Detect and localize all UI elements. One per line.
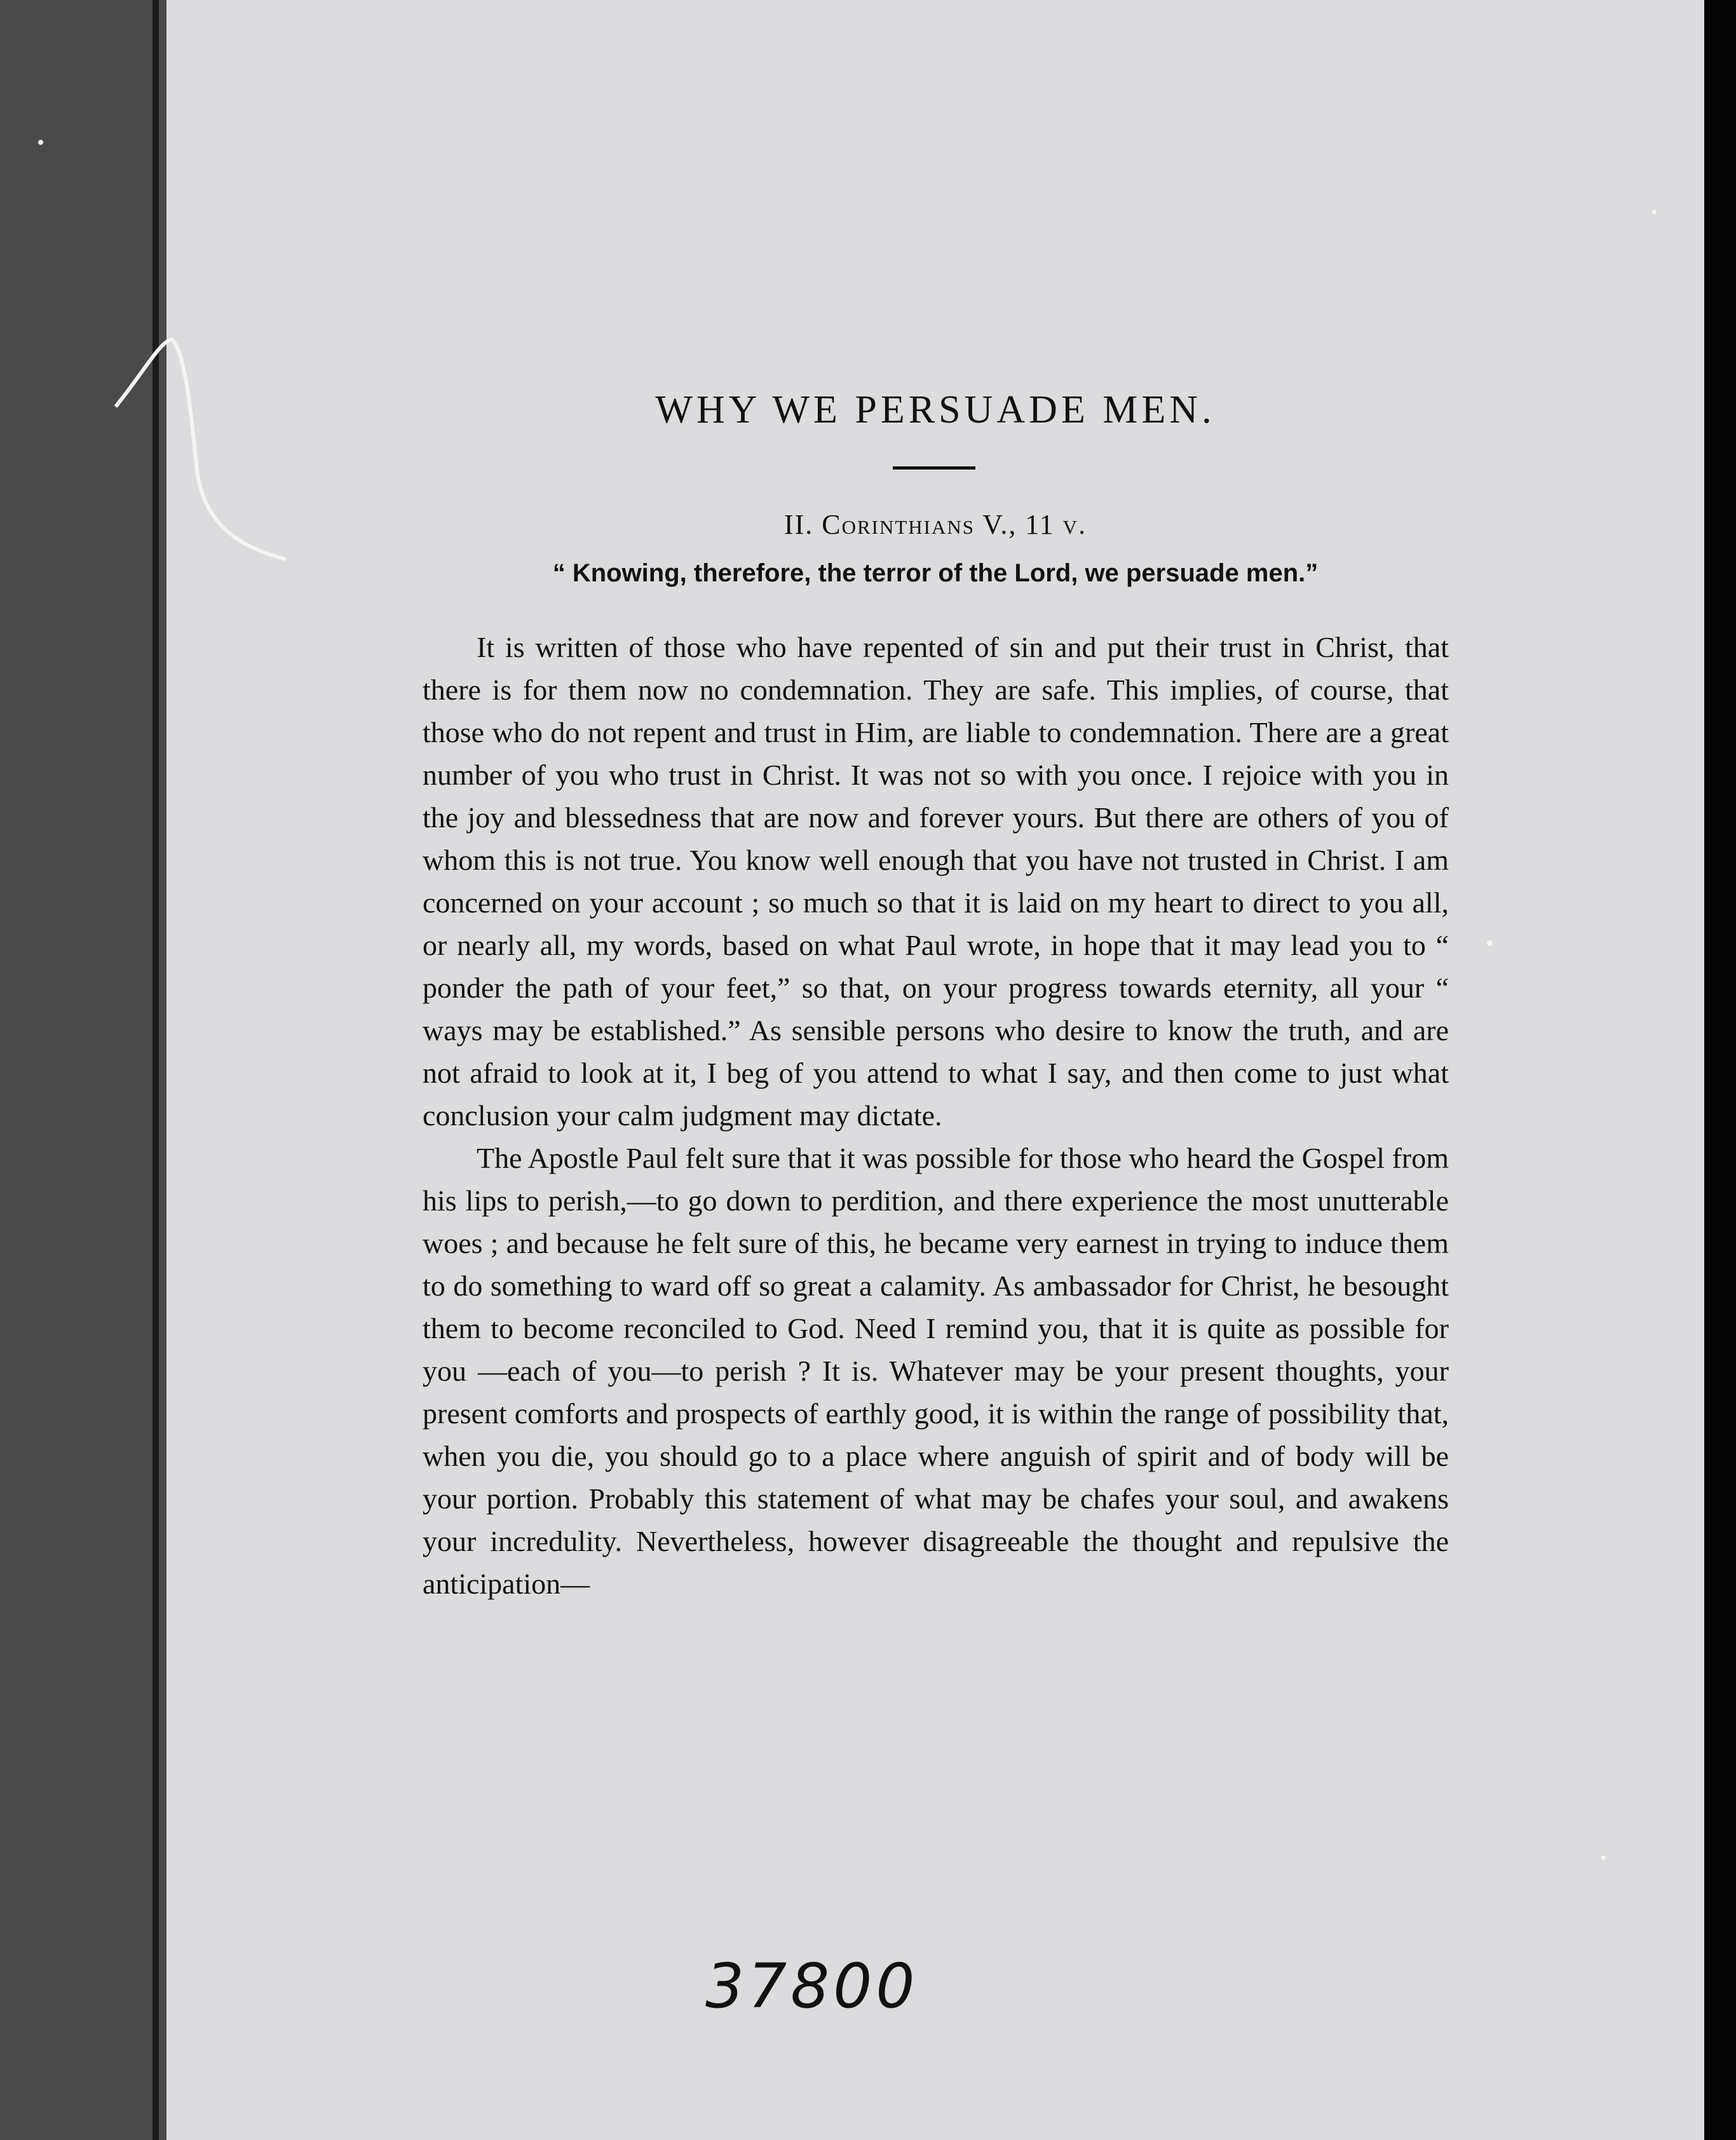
paragraph: It is written of those who have repented of sin and put their trust in Christ, that there is for them now no condemnation. They are safe. This implies, of course, that those who do not repent and trust in Him, are liable to condemnation. There are a great number of you who trust in Christ. It was not so with you once. I rejoice with you in the joy and blessedness that are now and forever yours. But there are others of you of whom this is not true. You know well enough that you have not trusted in Christ. I am concerned on your account ; so much so that it is laid on my heart to direct to you all, or nearly all, my words, based on what Paul wrote, in hope that it may lead you to “ ponder the path of your feet,” so that, on your progress towards eternity, all your “ ways may be established.” As sensible persons who desire to know the truth, and are not afraid to look at it, I beg of you attend to what I say, and then come to just what conclusion your calm judgment may dictate. — [423, 631, 1449, 1132]
page-gutter — [153, 0, 159, 2140]
epigraph-quote: “ Knowing, therefore, the terror of the Lord, we persuade men.” — [552, 559, 1319, 587]
dust-speck — [38, 140, 43, 145]
facing-page-edge — [0, 0, 166, 2140]
scripture-reference: II. Corinthians V., 11 v. — [783, 509, 1087, 540]
body-text — [423, 626, 1449, 1605]
right-border — [1704, 0, 1736, 2140]
handwritten-number: 37800 — [705, 1951, 919, 2022]
title-rule — [893, 466, 975, 470]
dust-speck — [1652, 210, 1657, 214]
dust-speck — [1601, 1855, 1606, 1860]
page-title: WHY WE PERSUADE MEN. — [655, 388, 1216, 431]
paragraph: The Apostle Paul felt sure that it was possible for those who heard the Gospel from his lips to perish,—to go down to perdition, and there experience the most unutterable woes ; and because he felt sure of this, he became very earnest in trying to induce them to do something to ward off so great a calamity. As ambassador for Christ, he besought them to become reconciled to God. Need I remind you, that it is quite as possible for you —each of you—to perish ? It is. Whatever may be your present thoughts, your present comforts and prospects of earthly good, it is within the range of possibility that, when you die, you should go to a place where anguish of spirit and of body will be your portion. Probably this statement of what may be chafes your soul, and awakens your incredulity. Nevertheless, however disagreeable the thought and repulsive the anticipation— — [423, 1142, 1449, 1600]
dust-speck — [1487, 940, 1493, 946]
